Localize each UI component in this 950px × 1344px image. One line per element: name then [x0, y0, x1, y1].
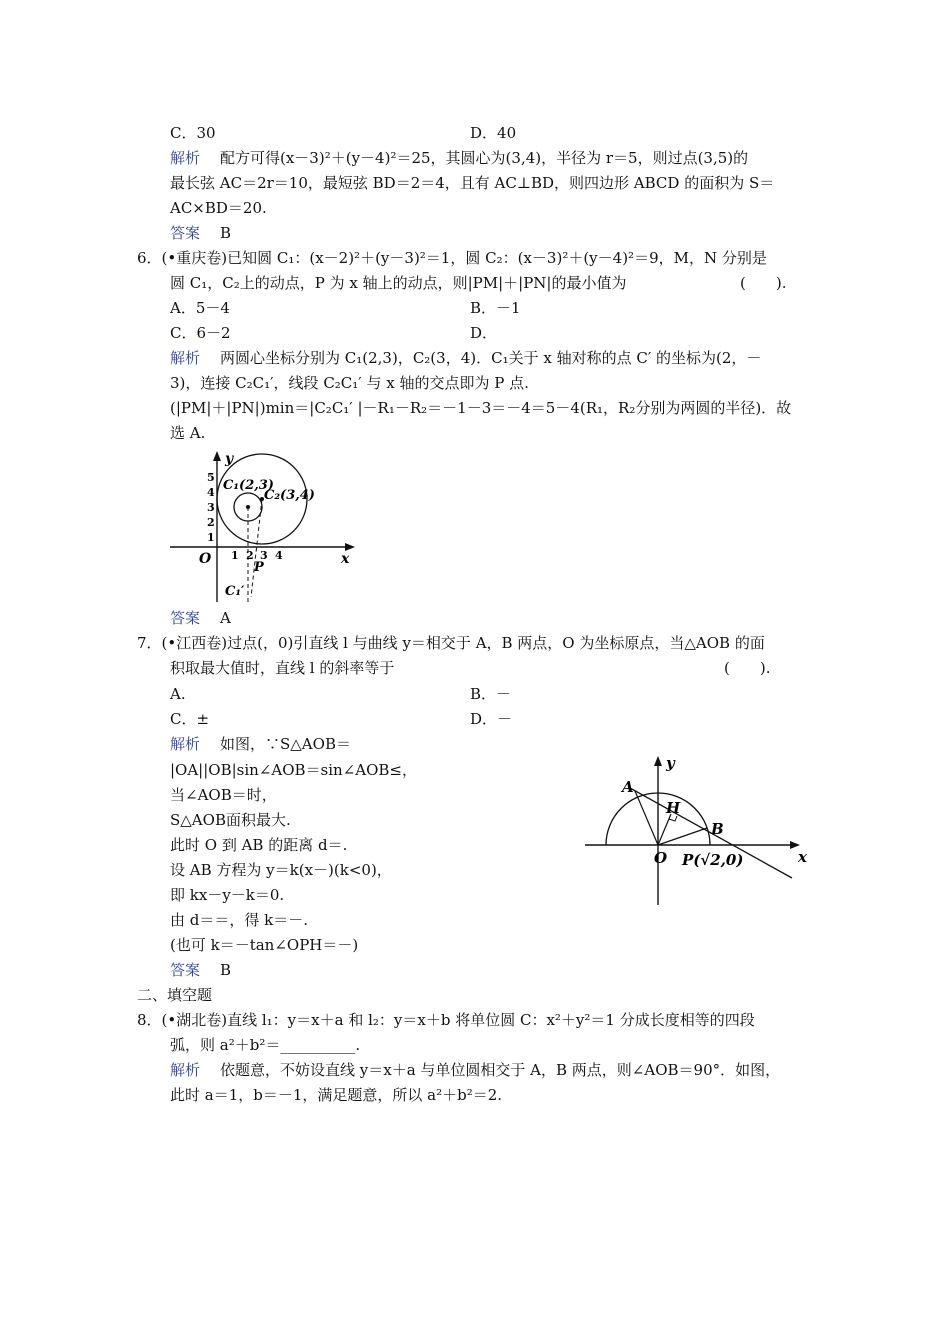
answer-value: B	[220, 961, 232, 979]
y-tick: 3	[207, 501, 215, 514]
y-tick: 5	[207, 471, 215, 484]
option-c: C．30	[170, 124, 216, 142]
y-axis-arrow	[213, 451, 221, 461]
analysis-line: (|PM|＋|PN|)min＝|C₂C₁′ |－R₁－R₂＝－1－3＝－4＝5－4(R₁，R₂分别为两圆的半径)．故	[170, 399, 792, 417]
analysis-line: 由 d＝＝，得 k＝－.	[170, 911, 308, 929]
segment-oa	[635, 791, 658, 845]
option-b: B．－1	[470, 299, 521, 317]
option-c: C．6－2	[170, 324, 231, 342]
option-d: D．	[470, 324, 498, 342]
y-axis-label: y	[666, 754, 675, 772]
label-a: A	[622, 778, 634, 796]
label-p: P	[254, 560, 264, 575]
y-tick: 1	[207, 531, 215, 544]
analysis-label: 解析	[170, 1061, 201, 1079]
x-tick: 1	[231, 549, 239, 562]
answer-label: 答案	[170, 224, 201, 242]
origin-label: O	[654, 849, 668, 867]
x-tick: 2	[246, 549, 254, 562]
question-stem: 8．(•湖北卷)直线 l₁：y＝x＋a 和 l₂：y＝x＋b 将单位圆 C：x²＋y²＝1 分成长度相等的四段	[137, 1011, 755, 1029]
analysis-line: |OA||OB|sin∠AOB＝sin∠AOB≤，	[170, 761, 417, 779]
option-b: B．－	[470, 685, 512, 703]
y-tick: 4	[207, 486, 215, 499]
analysis-line: 两圆心坐标分别为 C₁(2,3)，C₂(3，4)．C₁关于 x 轴对称的点 C′ 的坐标为(2，－	[220, 349, 762, 367]
answer-blank: ( ).	[724, 659, 771, 677]
answer-value: B	[220, 224, 232, 242]
analysis-line: 即 kx－y－k＝0.	[170, 886, 285, 904]
section-heading: 二、填空题	[137, 986, 213, 1004]
analysis-line: 此时 a＝1，b＝－1，满足题意，所以 a²＋b²＝2.	[170, 1086, 503, 1104]
question-stem: 弧，则 a²＋b²＝__________.	[170, 1036, 361, 1054]
question-stem: 6．(•重庆卷)已知圆 C₁：(x－2)²＋(y－3)²＝1，圆 C₂：(x－3)²＋(y－4)²＝9，M，N 分别是	[137, 249, 767, 267]
option-a: A．5－4	[170, 299, 230, 317]
answer-label: 答案	[170, 961, 201, 979]
label-c1-prime: C₁′	[225, 584, 245, 599]
question-stem: 积取最大值时，直线 l 的斜率等于	[170, 659, 395, 677]
origin-label: O	[199, 551, 212, 567]
x-axis-label: x	[798, 848, 807, 866]
label-c2: C₂(3,4)	[264, 488, 315, 503]
analysis-line: 最长弦 AC＝2r＝10，最短弦 BD＝2＝4，且有 AC⊥BD，则四边形 ABCD 的面积为 S＝	[170, 174, 775, 192]
y-axis-label: y	[225, 451, 234, 467]
dashed-line-c2	[251, 499, 262, 597]
x-tick: 4	[275, 549, 283, 562]
x-axis-label: x	[341, 551, 350, 567]
label-b: B	[711, 820, 724, 838]
answer-blank: ( ).	[740, 274, 787, 292]
circles-figure	[165, 447, 365, 607]
analysis-line: S△AOB面积最大.	[170, 811, 291, 829]
analysis-line: 选 A.	[170, 424, 206, 442]
analysis-line: 设 AB 方程为 y＝k(x－)(k<0)，	[170, 861, 392, 879]
analysis-label: 解析	[170, 149, 201, 167]
x-axis-arrow	[345, 543, 355, 551]
analysis-line: AC×BD＝20.	[170, 199, 267, 217]
analysis-line: 3)，连接 C₂C₁′，线段 C₂C₁′ 与 x 轴的交点即为 P 点.	[170, 374, 529, 392]
analysis-line: (也可 k＝－tan∠OPH＝－)	[170, 936, 359, 954]
segment-oh	[658, 814, 671, 845]
x-tick: 3	[260, 549, 268, 562]
y-axis-arrow	[654, 756, 662, 766]
answer-label: 答案	[170, 609, 201, 627]
question-stem: 圆 C₁，C₂上的动点，P 为 x 轴上的动点，则|PM|＋|PN|的最小值为	[170, 274, 627, 292]
analysis-line: 此时 O 到 AB 的距离 d＝.	[170, 836, 348, 854]
option-d: D．40	[470, 124, 517, 142]
analysis-label: 解析	[170, 735, 201, 753]
analysis-line: 依题意，不妨设直线 y＝x＋a 与单位圆相交于 A，B 两点，则∠AOB＝90°．如图，	[220, 1061, 781, 1079]
analysis-label: 解析	[170, 349, 201, 367]
analysis-line: 配方可得(x－3)²＋(y－4)²＝25，其圆心为(3,4)，半径为 r＝5，则过点(3,5)的	[220, 149, 749, 167]
option-c: C．±	[170, 710, 210, 728]
option-a: A.	[170, 685, 186, 703]
label-h: H	[666, 799, 681, 817]
label-c1: C₁(2,3)	[223, 478, 274, 493]
semicircle-figure	[580, 750, 820, 910]
label-p: P(√2,0)	[682, 851, 744, 869]
answer-value: A	[220, 609, 231, 627]
analysis-line: 当∠AOB＝时，	[170, 786, 277, 804]
segment-ob	[658, 828, 707, 845]
option-d: D．－	[470, 710, 513, 728]
question-stem: 7．(•江西卷)过点(，0)引直线 l 与曲线 y＝相交于 A，B 两点，O 为坐标原点，当△AOB 的面	[137, 634, 765, 652]
y-tick: 2	[207, 516, 215, 529]
analysis-line: 如图，∵S△AOB＝	[220, 735, 351, 753]
